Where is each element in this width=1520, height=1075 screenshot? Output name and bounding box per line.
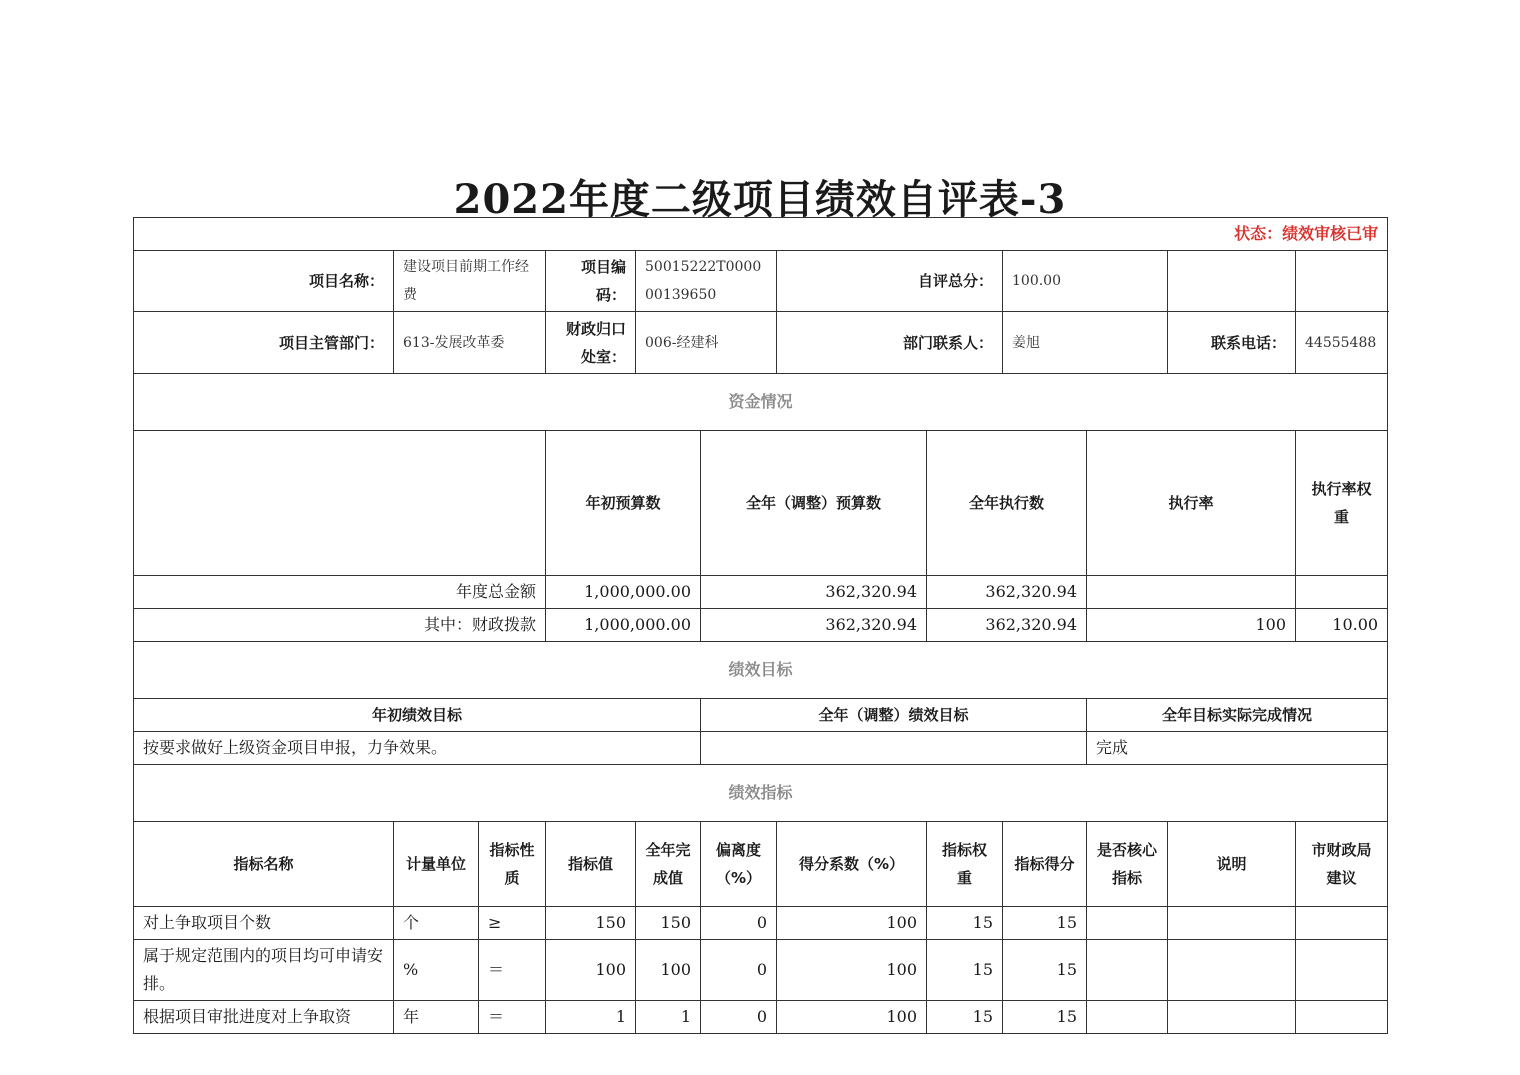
phone-label: 联系电话： [1168,312,1296,374]
ind-nature: ＝ [479,940,546,1001]
table-row [134,1001,1388,1034]
ind-unit: 年 [394,1001,479,1034]
ind-coef: 100 [777,907,927,940]
ind-deviation: 0 [701,940,777,1001]
funds-row-rate: 100 [1087,609,1296,642]
project-code-value: 50015222T000000139650 [636,251,777,312]
ind-header-nature: 指标性质 [479,822,546,907]
goal-initial-value: 按要求做好上级资金项目申报，力争效果。 [134,732,701,765]
ind-header-done: 全年完成值 [636,822,701,907]
ind-header-advice: 市财政局建议 [1296,822,1388,907]
dept-label: 项目主管部门： [134,312,394,374]
funds-row-adjusted: 362,320.94 [701,576,927,609]
ind-weight: 15 [927,907,1003,940]
goals-header-adjusted: 全年（调整）绩效目标 [701,699,1087,732]
funds-header-budget: 年初预算数 [546,431,701,576]
ind-advice [1296,907,1388,940]
contact-value: 姜旭 [1003,312,1168,374]
funds-row-adjusted: 362,320.94 [701,609,927,642]
goal-adjusted-value [701,732,1087,765]
empty-cell [1168,251,1296,312]
ind-done: 100 [636,940,701,1001]
ind-header-weight: 指标权重 [927,822,1003,907]
indicators-section-title: 绩效指标 [134,765,1388,822]
ind-done: 1 [636,1001,701,1034]
ind-weight: 15 [927,1001,1003,1034]
project-name-value: 建设项目前期工作经费 [394,251,546,312]
ind-name: 属于规定范围内的项目均可申请安排。 [134,940,394,1001]
funds-row-executed: 362,320.94 [927,609,1087,642]
funds-row-budget: 1,000,000.00 [546,576,701,609]
funds-row-rate [1087,576,1296,609]
ind-deviation: 0 [701,907,777,940]
funds-row-label: 年度总金额 [134,576,546,609]
ind-score: 15 [1003,1001,1087,1034]
goals-header-initial: 年初绩效目标 [134,699,701,732]
funds-header-adjusted: 全年（调整）预算数 [701,431,927,576]
ind-core [1087,907,1168,940]
office-value: 006-经建科 [636,312,777,374]
table-row [134,907,1388,940]
funds-header-weight: 执行率权重 [1296,431,1388,576]
dept-value: 613-发展改革委 [394,312,546,374]
goal-actual-value: 完成 [1087,732,1388,765]
status-badge: 状态：绩效审核已审 [134,218,1388,251]
ind-header-note: 说明 [1168,822,1296,907]
empty-cell [1296,251,1388,312]
self-score-label: 自评总分： [777,251,1003,312]
table-row [134,940,1388,1001]
ind-weight: 15 [927,940,1003,1001]
funds-section-title: 资金情况 [134,374,1388,431]
ind-deviation: 0 [701,1001,777,1034]
ind-name: 根据项目审批进度对上争取资 [134,1001,394,1034]
ind-coef: 100 [777,1001,927,1034]
ind-core [1087,940,1168,1001]
ind-header-unit: 计量单位 [394,822,479,907]
contact-label: 部门联系人： [777,312,1003,374]
self-score-value: 100.00 [1003,251,1168,312]
funds-row-budget: 1,000,000.00 [546,609,701,642]
goals-header-actual: 全年目标实际完成情况 [1087,699,1388,732]
funds-row-executed: 362,320.94 [927,576,1087,609]
empty-cell [134,431,546,576]
ind-coef: 100 [777,940,927,1001]
funds-row-label: 其中：财政拨款 [134,609,546,642]
ind-unit: % [394,940,479,1001]
funds-header-rate: 执行率 [1087,431,1296,576]
project-name-label: 项目名称： [134,251,394,312]
ind-nature: ＝ [479,1001,546,1034]
ind-target: 1 [546,1001,636,1034]
ind-header-score: 指标得分 [1003,822,1087,907]
ind-score: 15 [1003,907,1087,940]
ind-advice [1296,1001,1388,1034]
ind-note [1168,1001,1296,1034]
funds-header-executed: 全年执行数 [927,431,1087,576]
office-label: 财政归口处室： [546,312,636,374]
goals-section-title: 绩效目标 [134,642,1388,699]
ind-done: 150 [636,907,701,940]
evaluation-table [133,217,1388,1034]
ind-header-coef: 得分系数（%） [777,822,927,907]
funds-row-weight: 10.00 [1296,609,1388,642]
ind-note [1168,907,1296,940]
ind-note [1168,940,1296,1001]
ind-score: 15 [1003,940,1087,1001]
ind-name: 对上争取项目个数 [134,907,394,940]
ind-advice [1296,940,1388,1001]
ind-header-core: 是否核心指标 [1087,822,1168,907]
ind-unit: 个 [394,907,479,940]
page-title: 2022年度二级项目绩效自评表-3 [453,176,1067,223]
funds-row-weight [1296,576,1388,609]
ind-target: 100 [546,940,636,1001]
ind-header-target: 指标值 [546,822,636,907]
ind-header-name: 指标名称 [134,822,394,907]
ind-core [1087,1001,1168,1034]
phone-value: 44555488 [1296,312,1388,374]
project-code-label: 项目编码： [546,251,636,312]
ind-target: 150 [546,907,636,940]
ind-header-deviation: 偏离度（%） [701,822,777,907]
ind-nature: ≥ [479,907,546,940]
